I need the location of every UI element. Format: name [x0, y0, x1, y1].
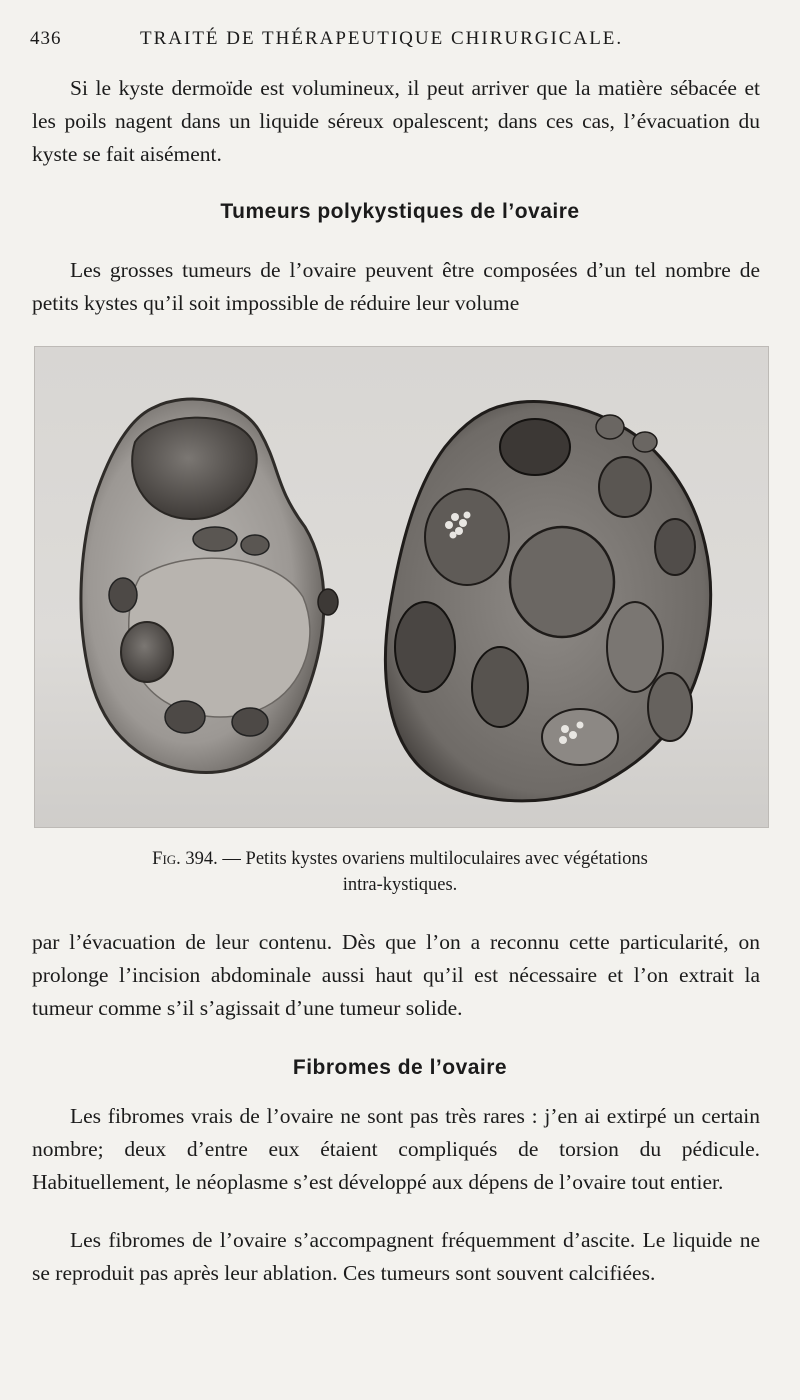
caption-line-2: intra-kystiques. — [342, 875, 458, 895]
page-number: 436 — [30, 28, 62, 49]
paragraph-dermoid-cyst: Si le kyste dermoïde est volumineux, il peut arriver que la matière sébacée et les poils nagent dans un liquide séreux opalescent; dans ces cas, l’évacuation du kyste se fait aisément. — [32, 76, 760, 166]
paragraph-polycystic-intro: Les grosses tumeurs de l’ovaire peuvent être composées d’un tel nombre de petits kystes qu’il soit impossible de réduire leur volume — [32, 258, 760, 315]
ovarian-cysts-illustration — [35, 347, 768, 827]
left-cyst-specimen — [81, 399, 338, 773]
section-heading-polycystic: Tumeurs polykystiques de l’ovaire — [220, 200, 580, 223]
paragraph-fibromas-2: Les fibromes de l’ovaire s’accompagnent fréquemment d’ascite. Le liquide ne se reproduit pas après leur ablation. Ces tumeurs sont souvent calcifiées. — [32, 1228, 760, 1285]
figure-caption — [0, 846, 800, 898]
running-title: TRAITÉ DE THÉRAPEUTIQUE CHIRURGICALE. — [140, 28, 624, 49]
running-head — [30, 28, 760, 56]
right-cyst-specimen — [385, 402, 710, 801]
caption-text-1: — Petits kystes ovariens multiloculaires avec végétations — [222, 849, 648, 869]
caption-line-1 — [0, 846, 800, 872]
paragraph-polycystic-continued: par l’évacuation de leur contenu. Dès que l’on a reconnu cette particularité, on prolonge l’incision abdominale aussi haut qu’il est nécessaire et l’on extrait la tumeur comme s’il s’agissait d’une tumeur solide. — [32, 930, 760, 1020]
paragraph-fibromas-1: Les fibromes vrais de l’ovaire ne sont pas très rares : j’en ai extirpé un certain nombre; deux d’entre eux étaient compliqués de torsion du pédicule. Habituellement, le néoplasme s’est développé aux dépens de l’ovaire tout entier. — [32, 1104, 760, 1194]
figure-label: Fig. 394. — [152, 849, 218, 869]
section-heading-fibromas: Fibromes de l’ovaire — [292, 1056, 508, 1079]
figure-photograph — [34, 346, 769, 828]
